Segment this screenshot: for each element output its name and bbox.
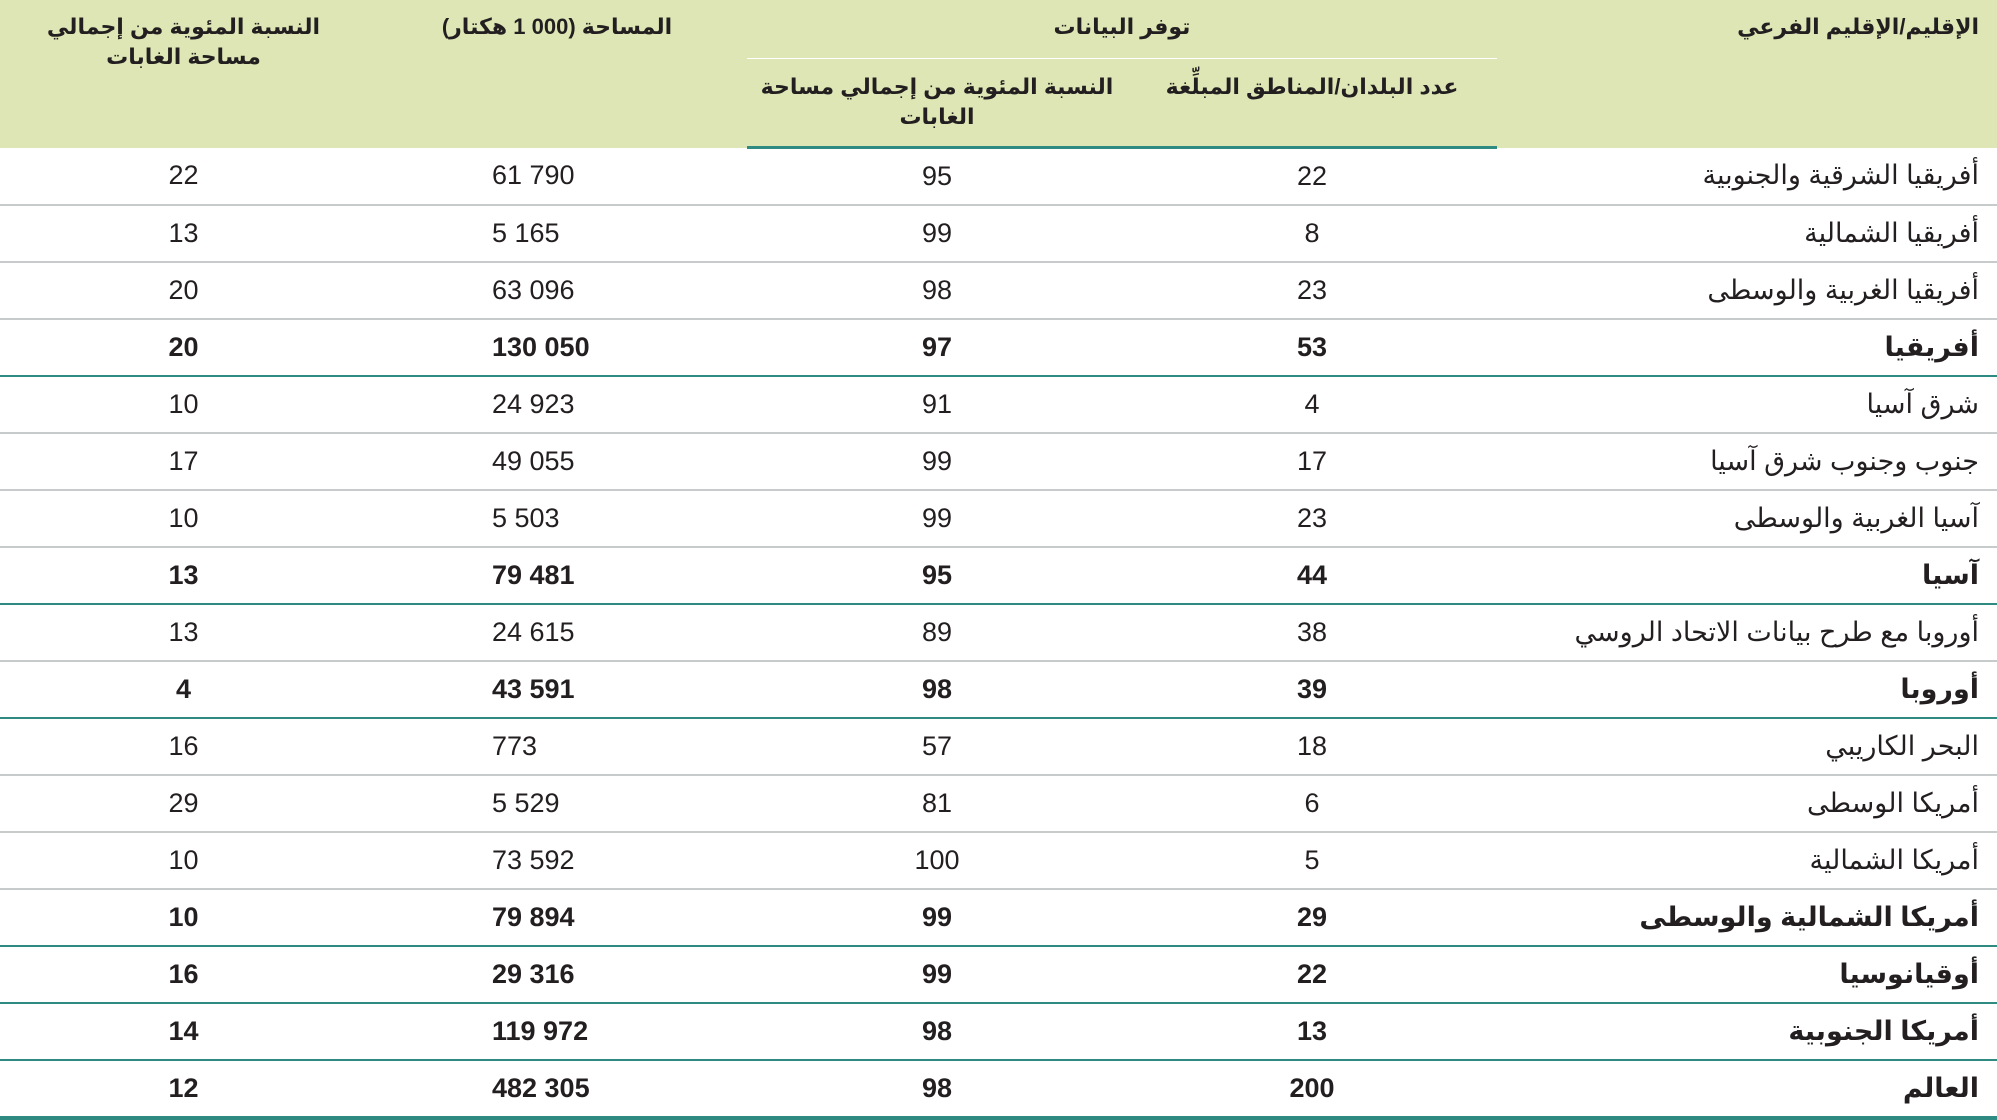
table-row-subtotal: [0, 1003, 1997, 1060]
area-cell: [367, 547, 747, 604]
reporting-count-cell: 200: [1127, 1060, 1497, 1118]
area-cell: [367, 661, 747, 718]
reporting-count-cell: 44: [1127, 547, 1497, 604]
area-value: 5 529: [491, 788, 560, 818]
share-cell: 10: [0, 832, 367, 889]
share-cell: 16: [0, 718, 367, 775]
share-cell: 13: [0, 547, 367, 604]
table-row-subtotal: [0, 661, 1997, 718]
table-row: [0, 433, 1997, 490]
region-cell: البحر الكاريبي: [1497, 718, 1997, 775]
area-cell: [367, 775, 747, 832]
area-value: 79 481: [491, 560, 575, 590]
table-row: [0, 832, 1997, 889]
area-value: 63 096: [491, 275, 575, 305]
table-row: [0, 376, 1997, 433]
region-cell: أوقيانوسيا: [1497, 946, 1997, 1003]
area-value: 130 050: [491, 332, 590, 362]
area-value: 29 316: [491, 959, 575, 989]
table-row-total: [0, 1060, 1997, 1118]
area-cell: [367, 148, 747, 206]
pct-cell: 98: [747, 262, 1127, 319]
region-cell: آسيا: [1497, 547, 1997, 604]
area-cell: [367, 262, 747, 319]
area-value: 24 923: [491, 389, 575, 419]
reporting-count-cell: 13: [1127, 1003, 1497, 1060]
area-cell: [367, 319, 747, 376]
pct-cell: 89: [747, 604, 1127, 661]
area-value: 773: [491, 731, 538, 761]
area-cell: [367, 604, 747, 661]
share-cell: 14: [0, 1003, 367, 1060]
reporting-count-cell: 22: [1127, 946, 1497, 1003]
header-data-availability: [747, 0, 1497, 62]
header-data-availability-label: توفر البيانات: [1053, 14, 1191, 39]
reporting-count-cell: 17: [1127, 433, 1497, 490]
share-cell: 13: [0, 604, 367, 661]
area-value: 43 591: [491, 674, 575, 704]
area-value: 482 305: [491, 1073, 590, 1103]
share-cell: 20: [0, 319, 367, 376]
reporting-count-cell: 5: [1127, 832, 1497, 889]
area-cell: [367, 433, 747, 490]
area-value: 79 894: [491, 902, 575, 932]
pct-cell: 99: [747, 946, 1127, 1003]
table-row: [0, 775, 1997, 832]
header-reporting-count: عدد البلدان/المناطق المبلِّغة: [1127, 62, 1497, 148]
share-cell: 4: [0, 661, 367, 718]
pct-cell: 99: [747, 490, 1127, 547]
pct-cell: 97: [747, 319, 1127, 376]
header-group-divider: [747, 58, 1497, 59]
region-cell: آسيا الغربية والوسطى: [1497, 490, 1997, 547]
area-cell: [367, 889, 747, 946]
region-cell: جنوب وجنوب شرق آسيا: [1497, 433, 1997, 490]
reporting-count-cell: 23: [1127, 262, 1497, 319]
reporting-count-cell: 22: [1127, 148, 1497, 206]
share-cell: 10: [0, 889, 367, 946]
reporting-count-cell: 18: [1127, 718, 1497, 775]
pct-cell: 81: [747, 775, 1127, 832]
area-cell: [367, 205, 747, 262]
reporting-count-cell: 4: [1127, 376, 1497, 433]
area-value: 5 165: [491, 218, 560, 248]
region-cell: العالم: [1497, 1060, 1997, 1118]
pct-cell: 99: [747, 205, 1127, 262]
area-cell: [367, 946, 747, 1003]
area-cell: [367, 718, 747, 775]
pct-cell: 91: [747, 376, 1127, 433]
table-row: [0, 262, 1997, 319]
pct-cell: 99: [747, 433, 1127, 490]
region-cell: أمريكا الجنوبية: [1497, 1003, 1997, 1060]
reporting-count-cell: 23: [1127, 490, 1497, 547]
area-cell: [367, 832, 747, 889]
table-row: [0, 604, 1997, 661]
table-row-subtotal: [0, 547, 1997, 604]
table-row: [0, 718, 1997, 775]
share-cell: 20: [0, 262, 367, 319]
reporting-count-cell: 38: [1127, 604, 1497, 661]
table-row: [0, 205, 1997, 262]
share-cell: 10: [0, 490, 367, 547]
header-pct-forest-area: النسبة المئوية من إجمالي مساحة الغابات: [747, 62, 1127, 148]
table-row-subtotal: [0, 889, 1997, 946]
share-cell: 17: [0, 433, 367, 490]
region-cell: أمريكا الوسطى: [1497, 775, 1997, 832]
reporting-count-cell: 29: [1127, 889, 1497, 946]
pct-cell: 99: [747, 889, 1127, 946]
header-area: المساحة (000 1 هكتار): [367, 0, 747, 148]
pct-cell: 98: [747, 1003, 1127, 1060]
area-cell: [367, 376, 747, 433]
reporting-count-cell: 8: [1127, 205, 1497, 262]
area-cell: [367, 1060, 747, 1118]
region-cell: أمريكا الشمالية: [1497, 832, 1997, 889]
pct-cell: 57: [747, 718, 1127, 775]
table-row: [0, 490, 1997, 547]
share-cell: 13: [0, 205, 367, 262]
header-share-total-forest: النسبة المئوية من إجمالي مساحة الغابات: [0, 0, 367, 148]
reporting-count-cell: 53: [1127, 319, 1497, 376]
share-cell: 22: [0, 148, 367, 206]
share-cell: 16: [0, 946, 367, 1003]
pct-cell: 98: [747, 1060, 1127, 1118]
reporting-count-cell: 39: [1127, 661, 1497, 718]
region-cell: أفريقيا الغربية والوسطى: [1497, 262, 1997, 319]
region-cell: أفريقيا الشرقية والجنوبية: [1497, 148, 1997, 206]
pct-cell: 95: [747, 547, 1127, 604]
table-row: [0, 148, 1997, 206]
area-cell: [367, 490, 747, 547]
area-value: 73 592: [491, 845, 575, 875]
pct-cell: 100: [747, 832, 1127, 889]
table-row-subtotal: [0, 946, 1997, 1003]
header-region: الإقليم/الإقليم الفرعي: [1497, 0, 1997, 148]
pct-cell: 95: [747, 148, 1127, 206]
area-value: 49 055: [491, 446, 575, 476]
table-body: [0, 148, 1997, 1119]
region-cell: أمريكا الشمالية والوسطى: [1497, 889, 1997, 946]
pct-cell: 98: [747, 661, 1127, 718]
reporting-count-cell: 6: [1127, 775, 1497, 832]
area-value: 5 503: [491, 503, 560, 533]
table-row-subtotal: [0, 319, 1997, 376]
region-cell: شرق آسيا: [1497, 376, 1997, 433]
share-cell: 10: [0, 376, 367, 433]
region-cell: أوروبا: [1497, 661, 1997, 718]
region-cell: أوروبا مع طرح بيانات الاتحاد الروسي: [1497, 604, 1997, 661]
share-cell: 29: [0, 775, 367, 832]
area-value: 61 790: [491, 160, 575, 191]
area-value: 24 615: [491, 617, 575, 647]
region-cell: أفريقيا: [1497, 319, 1997, 376]
share-cell: 12: [0, 1060, 367, 1118]
area-value: 119 972: [491, 1016, 589, 1046]
region-cell: أفريقيا الشمالية: [1497, 205, 1997, 262]
area-cell: [367, 1003, 747, 1060]
table-header: [0, 0, 1997, 148]
